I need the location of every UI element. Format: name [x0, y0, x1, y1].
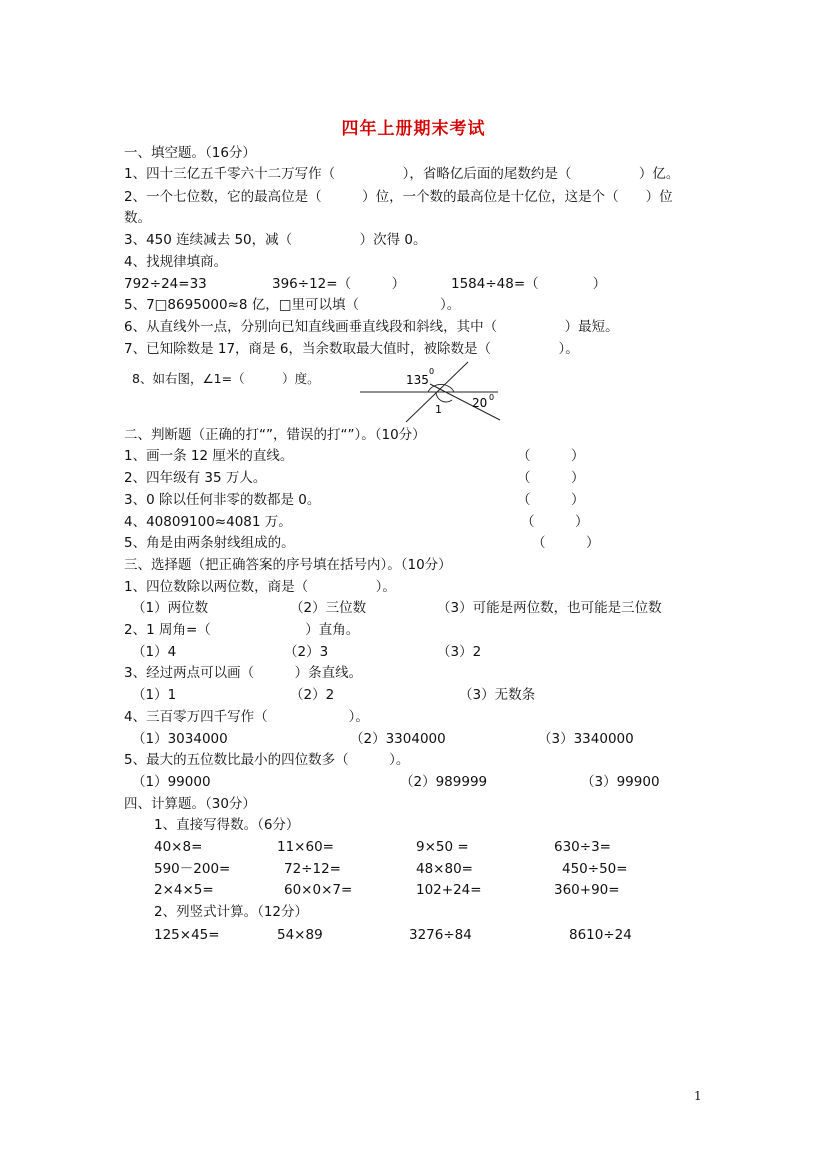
calc-item: 72÷12=	[284, 861, 341, 877]
angle-figure	[358, 360, 504, 426]
choice-option: （3）99900	[581, 774, 660, 790]
question-1-6: 6、从直线外一点，分别向已知直线画垂直线段和斜线，其中（ ）最短。	[124, 319, 619, 335]
calc-item: 9×50 =	[416, 839, 469, 855]
calc-item: 40×8=	[154, 839, 203, 855]
calc-item: 2×4×5=	[154, 882, 214, 898]
question-1-2-cont: 数。	[124, 210, 151, 226]
choice-option: （1）4	[132, 644, 177, 660]
judge-blank-1: （ ）	[517, 448, 585, 464]
degree-mark-20: 0	[489, 393, 495, 402]
angle-label-1: 1	[435, 403, 442, 416]
pattern-item-2: 396÷12=（ ）	[272, 276, 406, 292]
choice-option: （2）三位数	[290, 600, 367, 616]
calc-item: 630÷3=	[554, 839, 611, 855]
vertical-calc-item: 125×45=	[154, 927, 220, 943]
judge-item-3: 3、0 除以任何非零的数都是 0。	[124, 492, 321, 508]
choice-question-4: 4、三百零万四千写作（ ）。	[124, 709, 369, 725]
degree-mark-135: 0	[429, 367, 435, 376]
section2-heading: 二、判断题（正确的打“”，错误的打“”）。（10分）	[124, 427, 426, 443]
judge-blank-5: （ ）	[532, 535, 600, 551]
choice-question-1: 1、四位数除以两位数，商是（ ）。	[124, 579, 396, 595]
calc-subsection-2: 2、列竖式计算。（12分）	[154, 904, 309, 920]
choice-option: （2）3304000	[350, 731, 446, 747]
calc-item: 11×60=	[277, 839, 334, 855]
judge-item-1: 1、画一条 12 厘米的直线。	[124, 448, 294, 464]
section3-heading: 三、选择题（把正确答案的序号填在括号内）。（10分）	[124, 557, 452, 573]
calc-subsection-1: 1、直接写得数。（6分）	[154, 817, 300, 833]
question-1-5: 5、7□8695000≈8 亿，□里可以填（ ）。	[124, 297, 461, 313]
calc-item: 590－200=	[154, 861, 231, 877]
angle-label-20: 20	[472, 396, 488, 410]
judge-blank-4: （ ）	[521, 514, 589, 530]
section4-heading: 四、计算题。（30分）	[124, 796, 256, 812]
question-1-1: 1、四十三亿五千零六十二万写作（ ），省略亿后面的尾数约是（ ）亿。	[124, 166, 680, 182]
calc-item: 450÷50=	[562, 861, 628, 877]
angle-arc-1	[436, 392, 452, 402]
choice-option: （1）99000	[132, 774, 211, 790]
calc-item: 102+24=	[416, 882, 482, 898]
choice-question-5: 5、最大的五位数比最小的四位数多（ ）。	[124, 752, 410, 768]
pattern-item-1: 792÷24=33	[124, 276, 207, 292]
choice-option: （1）3034000	[132, 731, 228, 747]
vertical-calc-item: 54×89	[277, 927, 323, 943]
vertical-calc-item: 8610÷24	[569, 927, 632, 943]
choice-question-2: 2、1 周角=（ ）直角。	[124, 622, 360, 638]
judge-item-4: 4、40809100≈4081 万。	[124, 514, 292, 530]
page-title: 四年上册期末考试	[341, 119, 486, 139]
question-1-4: 4、找规律填商。	[124, 254, 228, 270]
calc-item: 60×0×7=	[284, 882, 353, 898]
calc-item: 48×80=	[416, 861, 473, 877]
choice-option: （3）无数条	[459, 687, 536, 703]
judge-blank-3: （ ）	[517, 492, 585, 508]
choice-question-3: 3、经过两点可以画（ ）条直线。	[124, 665, 363, 681]
vertical-calc-item: 3276÷84	[409, 927, 472, 943]
choice-option: （3）可能是两位数，也可能是三位数	[437, 600, 662, 616]
calc-item: 360+90=	[554, 882, 620, 898]
choice-option: （2）989999	[400, 774, 488, 790]
choice-option: （3）2	[437, 644, 482, 660]
question-1-7: 7、已知除数是 17，商是 6，当余数取最大值时，被除数是（ ）。	[124, 341, 579, 357]
page-number: 1	[694, 1089, 702, 1103]
choice-option: （1）1	[132, 687, 177, 703]
question-1-3: 3、450 连续减去 50，减（ ）次得 0。	[124, 232, 427, 248]
choice-option: （2）3	[284, 644, 329, 660]
judge-item-5: 5、角是由两条射线组成的。	[124, 535, 295, 551]
section1-heading: 一、填空题。（16分）	[124, 145, 256, 161]
question-1-8: 8、如右图，∠1=（ ）度。	[132, 371, 320, 386]
choice-option: （2）2	[290, 687, 335, 703]
angle-label-135: 135	[406, 373, 429, 387]
question-1-2: 2、一个七位数，它的最高位是（ ）位，一个数的最高位是十亿位，这是个（ ）位	[124, 189, 673, 205]
pattern-item-3: 1584÷48=（ ）	[451, 276, 607, 292]
judge-item-2: 2、四年级有 35 万人。	[124, 470, 267, 486]
choice-option: （3）3340000	[538, 731, 634, 747]
choice-option: （1）两位数	[132, 600, 209, 616]
judge-blank-2: （ ）	[517, 470, 585, 486]
